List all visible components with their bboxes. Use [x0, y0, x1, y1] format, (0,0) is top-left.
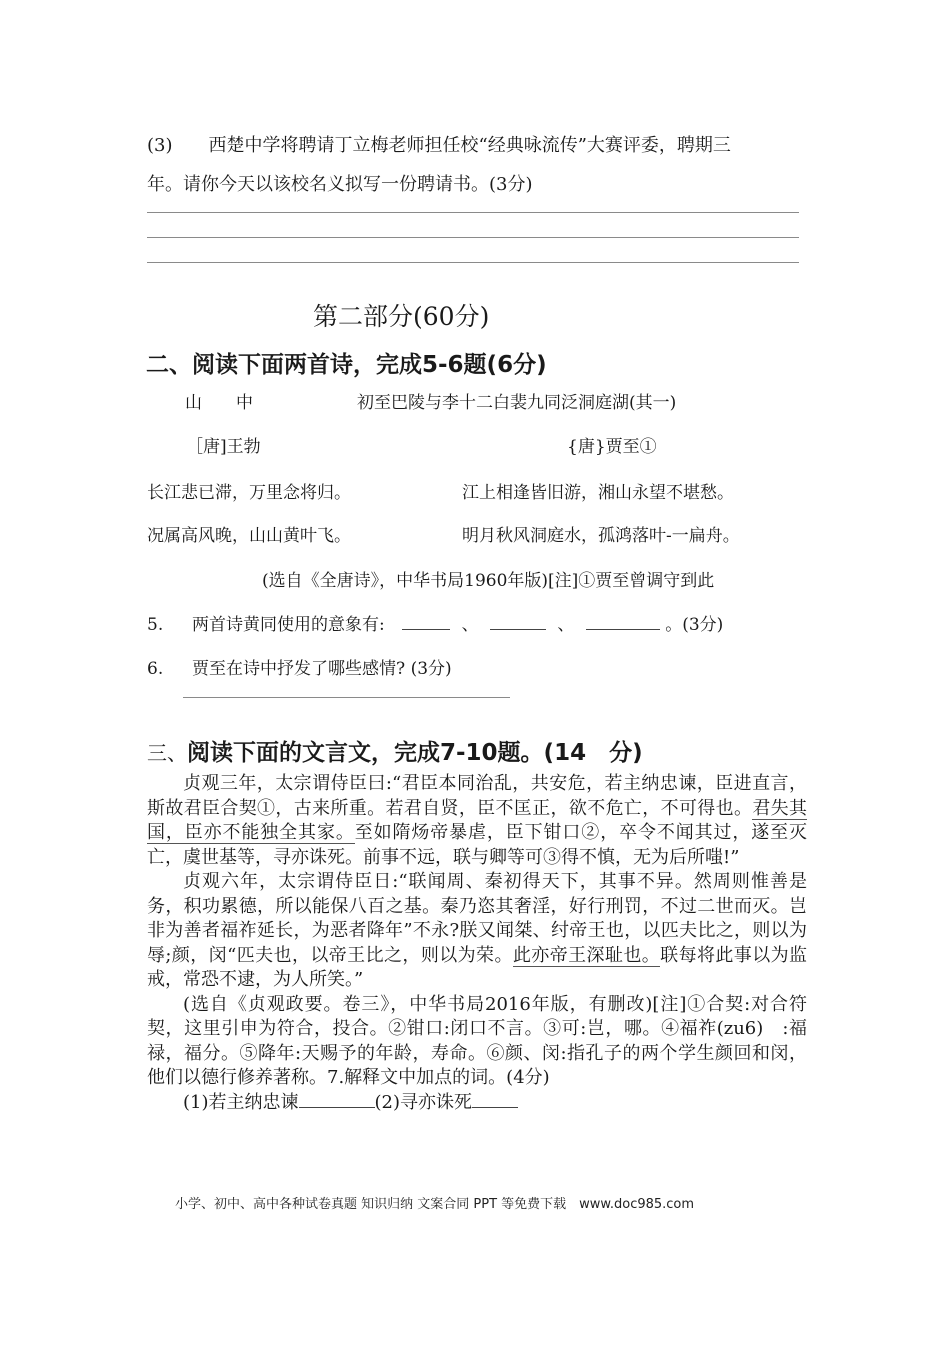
- passage-paragraph-2: 贞观六年，太宗谓侍臣日:“联闻周、秦初得天下，其事不异。然周则惟善是务，积功累德，所以能保八百之基。秦乃恣其奢淫，好行刑罚，不过二世而灭。岂非为善者福祚延长，为恶者降年”不永?朕又闻桀、纣帝王也，以匹夫比之，则以为辱;颜，闵“匹夫也，以帝王比之，则以为荣。此亦帝王深耻也。联每将此事以为监戒，常恐不逮，为人所笑。”: [147, 871, 808, 990]
- q5-separator-2: 、: [557, 615, 575, 635]
- q3-line-1: (3) 西楚中学将聘请丁立梅老师担任校“经典咏流传”大赛评委，聘期三: [147, 135, 731, 156]
- q5-blank-2[interactable]: [490, 613, 546, 630]
- poem2-title: 初至巴陵与李十二白裴九同泛洞庭湖(其一): [357, 393, 677, 413]
- q5-separator-1: 、: [461, 615, 479, 635]
- poem2-line-2: 明月秋风洞庭水，孤鸿落叶-一扁舟。: [462, 526, 740, 546]
- part-title: 第二部分(60分): [313, 302, 490, 331]
- poem1-title: 山 中: [185, 393, 253, 413]
- question-6: [147, 654, 452, 679]
- section2-heading: 二、阅读下面两首诗，完成5-6题(6分): [146, 352, 547, 378]
- underlined-sentence-2: 此亦帝王深耻也。: [512, 944, 661, 966]
- underlined-sentence-1: 君失其国，臣亦不能独全其家。: [147, 797, 807, 843]
- poem1-line-1: 长江悲已滞，万里念将归。: [147, 483, 351, 503]
- answer-line-2: [147, 237, 799, 238]
- answer-line-1: [147, 212, 799, 213]
- classical-passage: [147, 772, 807, 1115]
- q3-line-2: 年。请你今天以该校名义拟写一份聘请书。(3分): [147, 174, 533, 195]
- question-5: [147, 610, 723, 635]
- poem2-line-1: 江上相逢皆旧游，湘山永望不堪愁。: [462, 483, 734, 503]
- q7-item-1: (1)若主纳忠谏: [183, 1091, 299, 1113]
- section3-heading-text: 阅读下面的文言文，完成7-10题。(14 分): [187, 740, 643, 766]
- q5-blank-3[interactable]: [586, 613, 660, 630]
- poem-source-note: (选自《全唐诗》，中华书局1960年版)[注]①贾至曾调守到此: [262, 571, 715, 591]
- q7-blank-2[interactable]: [472, 1091, 518, 1108]
- q7-blank-1[interactable]: [299, 1091, 375, 1108]
- poem1-author: ［唐]王勃: [186, 437, 261, 457]
- question-6-text: 贾至在诗中抒发了哪些感情? (3分): [192, 659, 452, 679]
- q5-blank-1[interactable]: [402, 613, 450, 630]
- page-footer: 小学、初中、高中各种试卷真题 知识归纳 文案合同 PPT 等免费下载 www.doc985.com: [175, 1197, 695, 1212]
- section3-heading: [147, 734, 643, 767]
- q6-answer-line[interactable]: [183, 697, 510, 698]
- poem1-line-2: 况属高风晚，山山黄叶飞。: [147, 526, 351, 546]
- question-5-number: 5.: [147, 615, 164, 635]
- question-6-number: 6.: [147, 659, 164, 679]
- poem2-author: {唐}贾至①: [567, 437, 657, 457]
- question-5-text: 两首诗黄同使用的意象有:: [192, 615, 385, 635]
- answer-line-3: [147, 262, 799, 263]
- passage-paragraph-1: 贞观三年，太宗谓侍臣曰:“君臣本同治乱，共安危，若主纳忠谏，臣进直言，斯故君臣合契①，古来所重。若君自贤，臣不匡正，欲不危亡，不可得也。君失其国，臣亦不能独全其家。至如隋炀帝暴虐，臣下钳口②，卒令不闻其过，遂至灭亡，虞世基等，寻亦诛死。前事不远，联与卿等可③得不慎，无为后所嗤!”: [147, 773, 808, 868]
- question-5-end: 。(3分): [665, 615, 724, 635]
- section3-heading-prefix: 三、: [147, 741, 187, 765]
- question-7-items: [147, 1091, 807, 1116]
- passage-notes: (选自《贞观政要。卷三》，中华书局2016年版，有删改)[注]①合契:对合符契，这里引申为符合，投合。②钳口:闭口不言。③可:岂，哪。④福祚(zu6) :福禄，福分。⑤降年:天赐予的年龄，寿命。⑥颜、闵:指孔子的两个学生颜回和闵，他们以德行修养著称。7.解释文中加点的词。(4分): [147, 993, 807, 1088]
- q7-item-2: (2)寻亦诛死: [374, 1091, 472, 1113]
